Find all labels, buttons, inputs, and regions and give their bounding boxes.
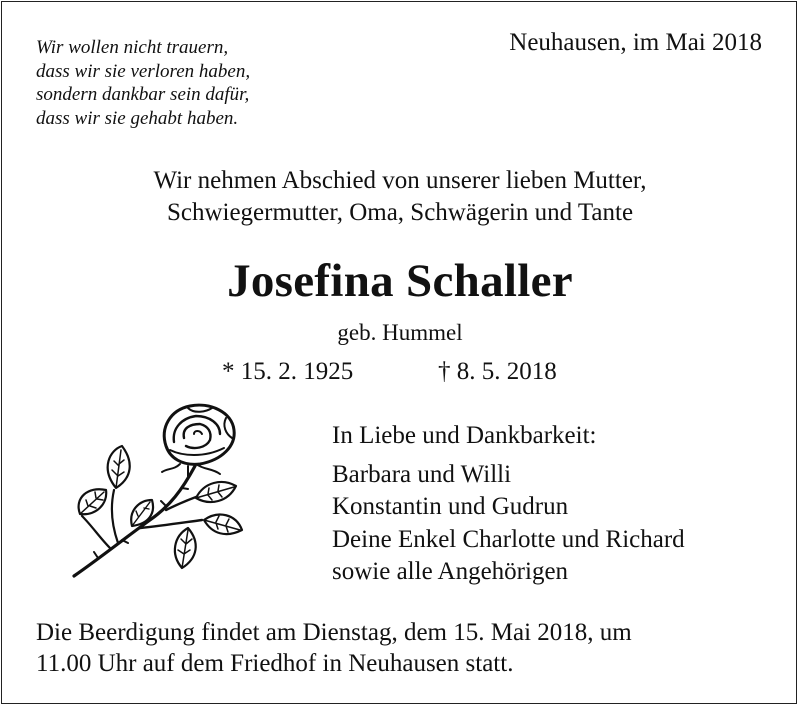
funeral-announcement: [36, 617, 632, 679]
death-date: † 8. 5. 2018: [438, 358, 557, 385]
funeral-line: 11.00 Uhr auf dem Friedhof in Neuhausen statt.: [36, 650, 514, 677]
mourners-lead: In Liebe und Dankbarkeit:: [332, 422, 597, 449]
rose-icon: [70, 398, 250, 583]
poem-line: Wir wollen nicht trauern,: [36, 37, 229, 58]
intro-line: Schwiegermutter, Oma, Schwägerin und Tante: [166, 199, 634, 226]
intro-line: Wir nehmen Abschied von unserer lieben Mutter,: [153, 167, 647, 194]
place-date: Neuhausen, im Mai 2018: [509, 29, 762, 56]
poem-line: sondern dankbar sein dafür,: [36, 84, 250, 105]
mourners-block: [332, 420, 685, 589]
mourner-line: Barbara und Willi: [332, 460, 512, 488]
mourner-line: Deine Enkel Charlotte und Richard: [332, 525, 685, 553]
farewell-intro: [0, 165, 800, 229]
mourner-line: Konstantin und Gudrun: [332, 493, 569, 520]
funeral-line: Die Beerdigung findet am Dienstag, dem 15. Mai 2018, um: [36, 619, 632, 646]
birth-date: * 15. 2. 1925: [222, 358, 354, 385]
maiden-name: geb. Hummel: [337, 320, 463, 345]
mourner-line: sowie alle Angehörigen: [332, 558, 569, 585]
poem-line: dass wir sie gehabt haben.: [36, 107, 239, 129]
deceased-name: Josefina Schaller: [227, 255, 573, 307]
poem: [36, 36, 250, 130]
poem-line: dass wir sie verloren haben,: [36, 60, 251, 82]
